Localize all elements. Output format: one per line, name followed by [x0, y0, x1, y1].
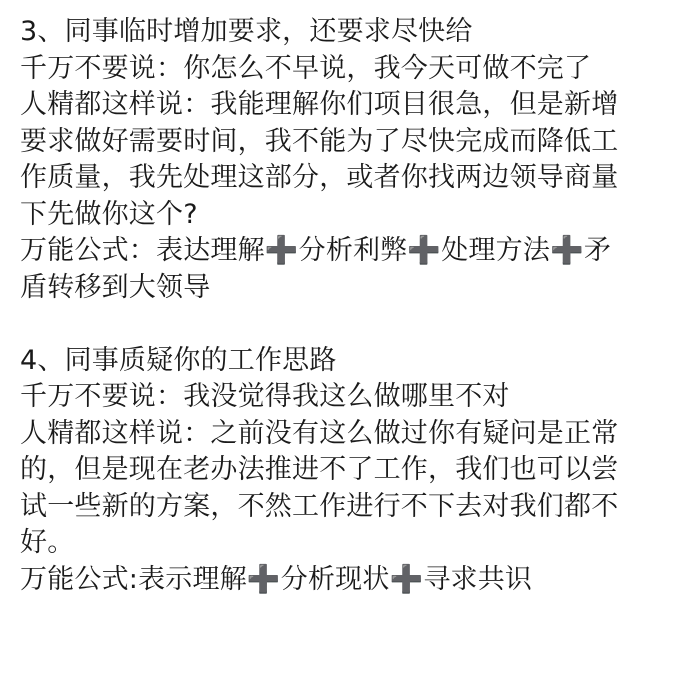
smart-say-line: 的，但是现在老办法推进不了工作，我们也可以尝 [20, 454, 619, 485]
smart-say-line: 人精都这样说：我能理解你们项目很急，但是新增 [20, 89, 619, 120]
section-heading: 4、同事质疑你的工作思路 [20, 344, 337, 376]
section-3 [20, 14, 680, 306]
section-4 [20, 343, 680, 599]
smart-say-line: 试一些新的方案，不然工作进行不下去对我们都不 [20, 490, 619, 522]
smart-say-line: 要求做好需要时间，我不能为了尽快完成而降低工 [20, 125, 619, 157]
smart-say-line: 人精都这样说：之前没有这么做过你有疑问是正常 [20, 417, 619, 449]
formula-line: 万能公式：表达理解➕分析利弊➕处理方法➕矛 [20, 235, 612, 266]
section-spacer [20, 306, 680, 343]
smart-say-line: 好。 [20, 527, 75, 558]
formula-line: 万能公式:表示理解➕分析现状➕寻求共识 [20, 563, 533, 595]
document-body [20, 14, 680, 598]
formula-line: 盾转移到大领导 [20, 271, 211, 303]
smart-say-line: 作质量，我先处理这部分，或者你找两边领导商量 [20, 162, 619, 193]
dont-say-line: 千万不要说：我没觉得我这么做哪里不对 [20, 381, 510, 412]
section-heading: 3、同事临时增加要求，还要求尽快给 [20, 16, 473, 47]
smart-say-line: 下先做你这个? [20, 198, 198, 230]
dont-say-line: 千万不要说：你怎么不早说，我今天可做不完了 [20, 52, 592, 84]
